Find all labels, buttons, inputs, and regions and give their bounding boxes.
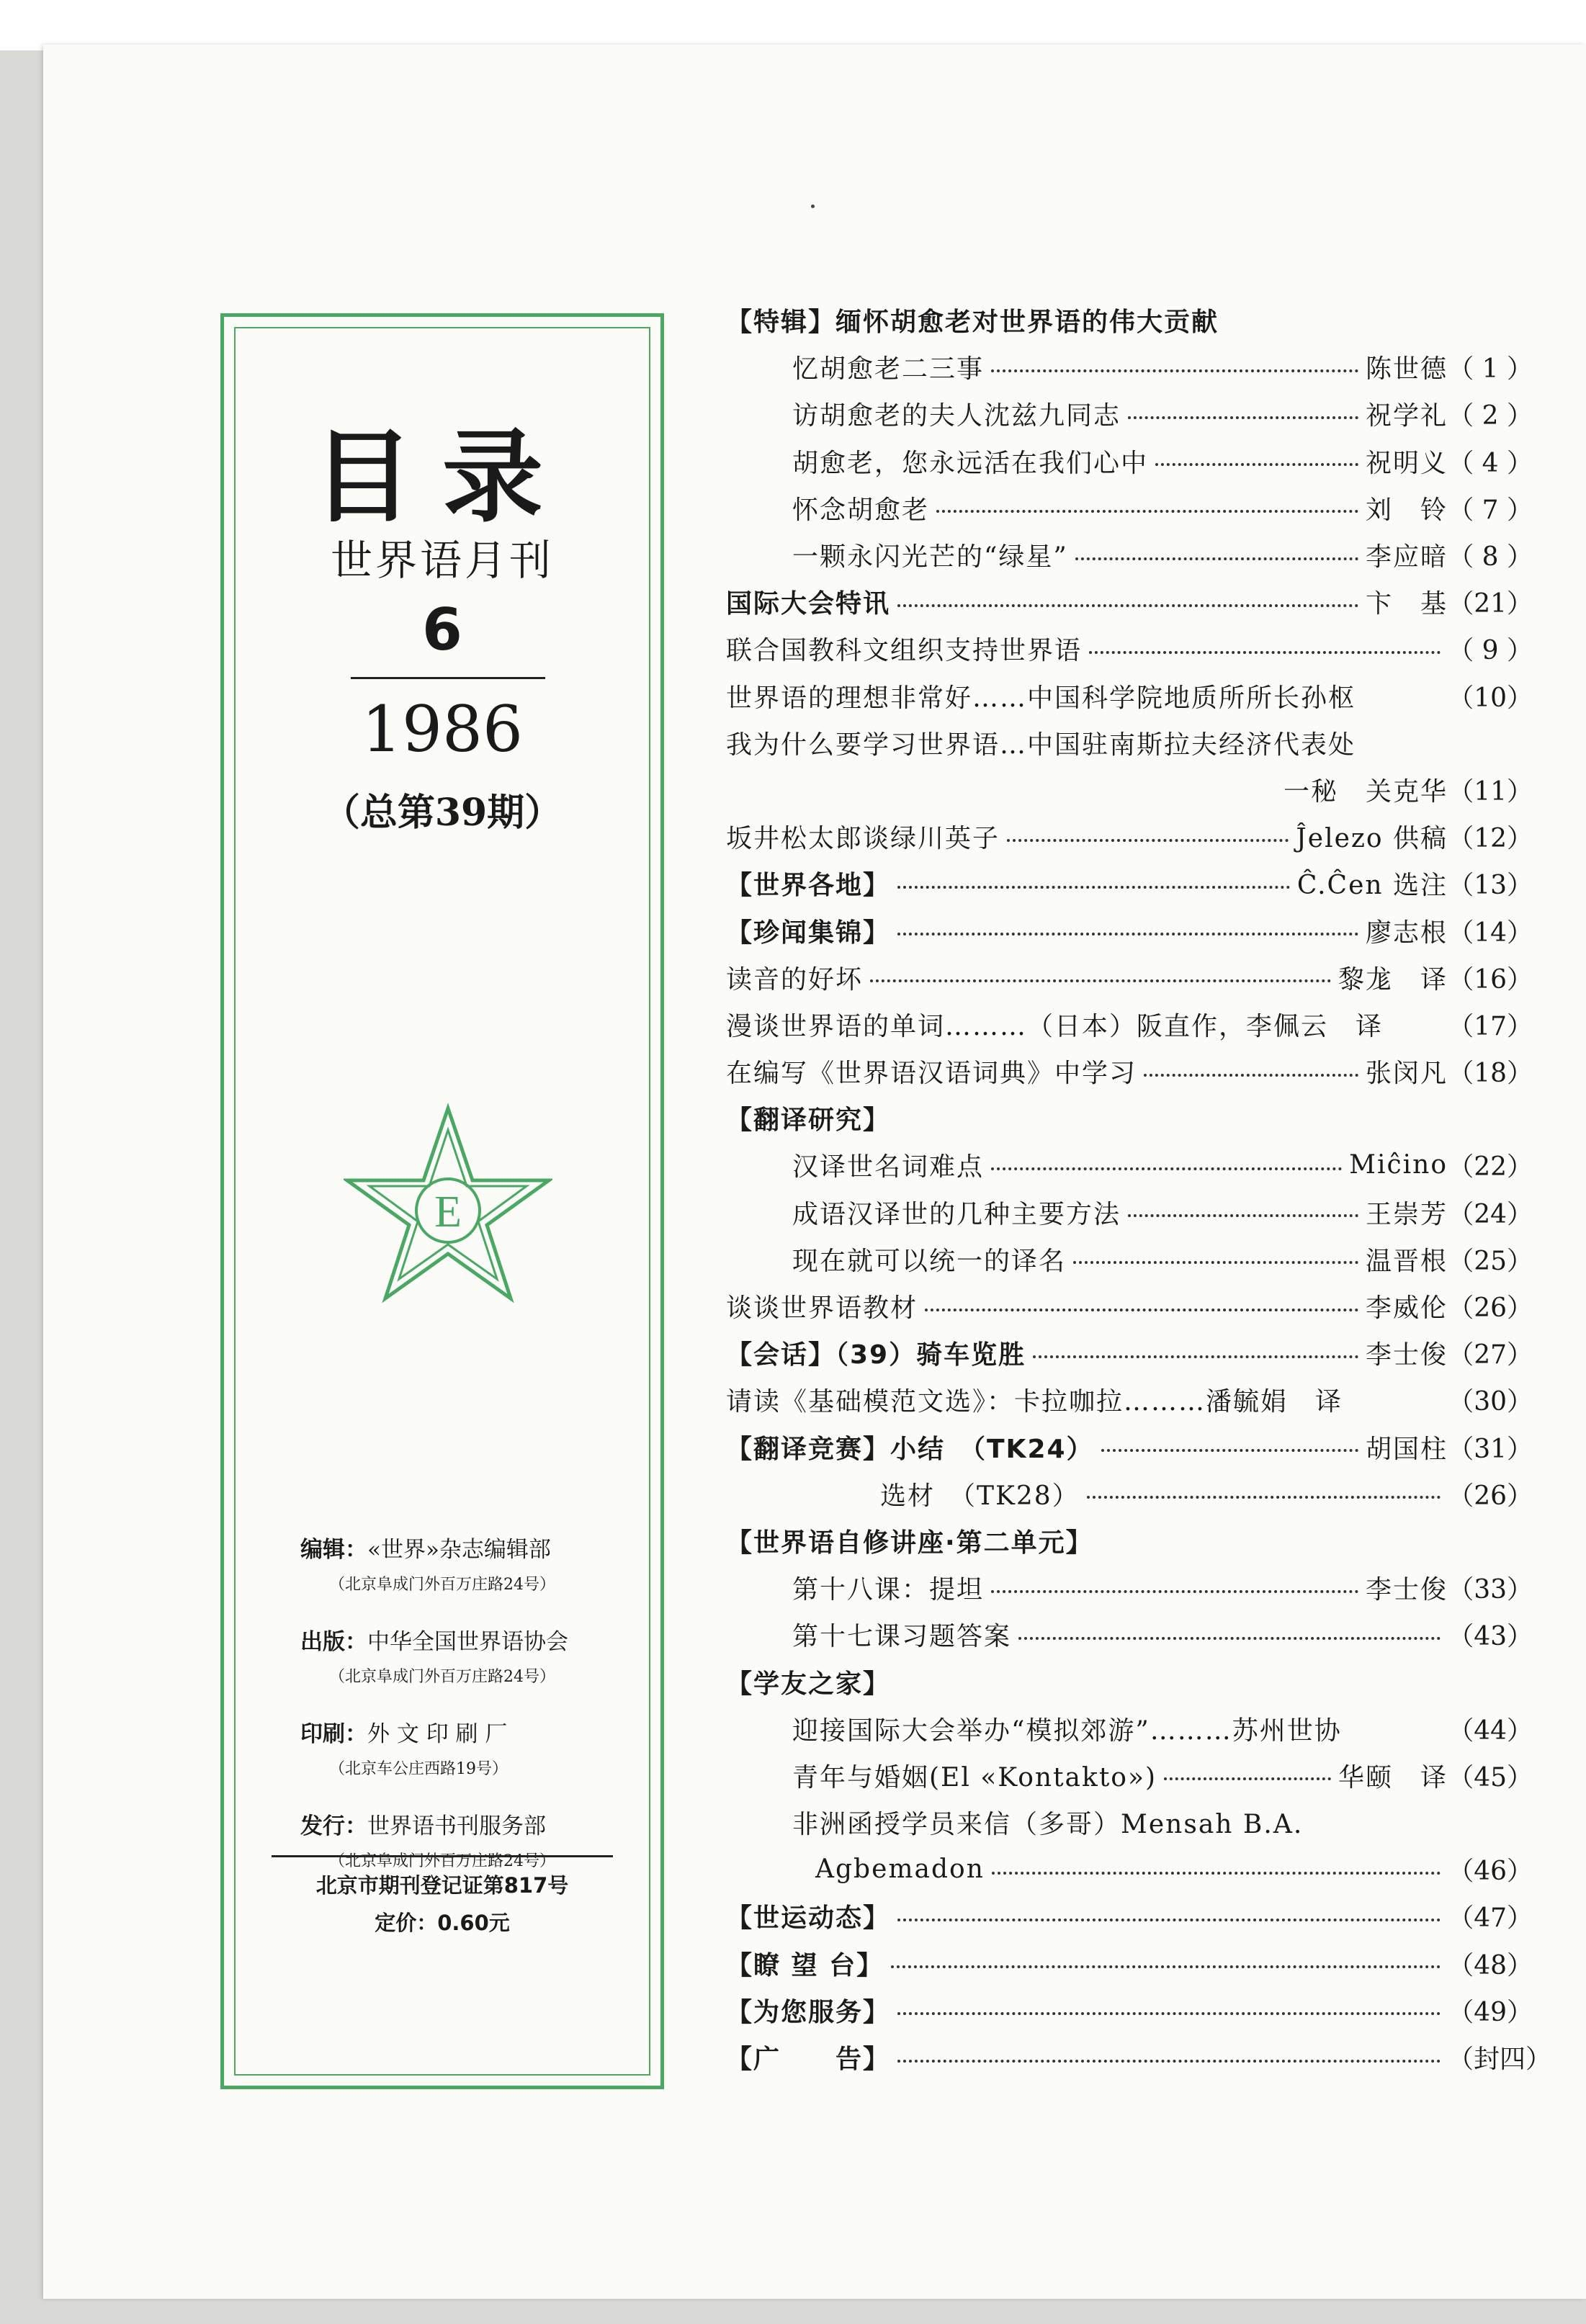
table-of-contents bbox=[726, 297, 1552, 2081]
toc-author: 廖志根 bbox=[1365, 918, 1448, 948]
contents-heading: 目录 bbox=[312, 419, 572, 537]
toc-author: 李威伦 bbox=[1365, 1293, 1448, 1324]
toc-article-title: Agbemadon bbox=[815, 1854, 985, 1885]
toc-page-number: （封四） bbox=[1448, 2045, 1552, 2075]
toc-entry bbox=[726, 297, 1533, 344]
toc-entry bbox=[726, 390, 1533, 437]
toc-page-number: （22） bbox=[1448, 1152, 1533, 1183]
dot-leader bbox=[897, 2060, 1441, 2063]
toc-page-number: （21） bbox=[1448, 589, 1533, 619]
price: 定价：0.60元 bbox=[375, 1911, 510, 1935]
toc-entry bbox=[726, 1471, 1533, 1517]
toc-page-number: （ 8 ） bbox=[1448, 542, 1533, 573]
dot-leader bbox=[991, 1167, 1342, 1170]
toc-author: 祝学礼 bbox=[1365, 401, 1448, 431]
toc-section-title: 【世界语自修讲座·第二单元】 bbox=[726, 1527, 1093, 1558]
toc-section-title: 【世界各地】 bbox=[726, 871, 891, 901]
colophon-address: （北京阜成门外百万庄路24号） bbox=[329, 1852, 555, 1870]
toc-entry bbox=[726, 860, 1533, 907]
toc-entry bbox=[726, 1424, 1533, 1471]
dot-leader bbox=[1164, 1777, 1331, 1780]
toc-entry bbox=[726, 2034, 1552, 2081]
dot-leader bbox=[1075, 557, 1358, 560]
colophon-address: （北京阜成门外百万庄路24号） bbox=[329, 1668, 555, 1686]
toc-page-number: （47） bbox=[1448, 1903, 1533, 1934]
toc-author: 李士俊 bbox=[1365, 1340, 1448, 1370]
dot-leader bbox=[1007, 839, 1289, 842]
dot-leader bbox=[897, 2012, 1441, 2015]
colophon-value: 中华全国世界语协会 bbox=[367, 1629, 568, 1655]
toc-page-number: （13） bbox=[1448, 871, 1533, 901]
toc-article-title: 漫谈世界语的单词………（日本）阪直作，李佩云 译 bbox=[726, 1011, 1384, 1041]
toc-author: 刘 铃 bbox=[1365, 495, 1448, 525]
toc-page-number: （30） bbox=[1448, 1387, 1533, 1417]
toc-section-title: 【翻译竞赛】小结 （TK24） bbox=[726, 1434, 1094, 1464]
toc-entry bbox=[726, 1141, 1533, 1188]
toc-page-number: （45） bbox=[1448, 1762, 1533, 1793]
toc-entry bbox=[726, 1001, 1533, 1048]
dot-leader bbox=[1033, 1355, 1358, 1358]
toc-author: 华颐 译 bbox=[1338, 1762, 1448, 1793]
toc-article-title: 现在就可以统一的译名 bbox=[792, 1246, 1067, 1276]
dot-leader bbox=[1155, 463, 1358, 466]
dot-leader bbox=[1018, 1637, 1441, 1640]
colophon-value: 世界语书刊服务部 bbox=[367, 1813, 546, 1839]
issue-year: 1986 bbox=[362, 692, 523, 766]
toc-article-title: 读音的好坏 bbox=[726, 964, 864, 995]
toc-article-title: 坂井松太郎谈绿川英子 bbox=[726, 824, 1000, 854]
toc-entry bbox=[726, 1236, 1533, 1283]
toc-entry bbox=[726, 1517, 1533, 1564]
toc-article-title: 一颗永闪光芒的“绿星” bbox=[792, 542, 1068, 573]
toc-entry bbox=[726, 1799, 1533, 1846]
registration-number: 北京市期刊登记证第817号 bbox=[315, 1873, 569, 1898]
scan-top-margin bbox=[0, 0, 1586, 50]
toc-author: 张闵凡 bbox=[1365, 1059, 1448, 1089]
toc-entry bbox=[726, 766, 1533, 813]
toc-article-title: 选材 （TK28） bbox=[880, 1481, 1080, 1511]
toc-entry bbox=[726, 625, 1533, 672]
dot-leader bbox=[991, 369, 1358, 372]
toc-article-title: 迎接国际大会举办“模拟郊游”………苏州世协 bbox=[792, 1715, 1342, 1746]
toc-section-title: 【瞭 望 台】 bbox=[726, 1950, 884, 1980]
toc-entry bbox=[726, 438, 1533, 485]
toc-article-title: 忆胡愈老二三事 bbox=[792, 354, 985, 385]
toc-author: 陈世德 bbox=[1365, 354, 1448, 385]
colophon-distributor bbox=[300, 1808, 627, 1840]
toc-entry bbox=[726, 1329, 1533, 1376]
toc-entry bbox=[726, 578, 1533, 625]
toc-author: 一秘 关克华 bbox=[1283, 776, 1448, 807]
toc-author: 胡国柱 bbox=[1365, 1434, 1448, 1464]
toc-page-number: （43） bbox=[1448, 1622, 1533, 1652]
colophon-value: «世界»杂志编辑部 bbox=[367, 1537, 551, 1563]
toc-article-title: 胡愈老，您永远活在我们心中 bbox=[792, 448, 1149, 478]
toc-page-number: （ 2 ） bbox=[1448, 401, 1533, 431]
toc-page-number: （31） bbox=[1448, 1434, 1533, 1464]
toc-article-title: 怀念胡愈老 bbox=[792, 495, 930, 525]
divider bbox=[351, 677, 545, 679]
toc-page-number: （ 4 ） bbox=[1448, 448, 1533, 478]
toc-page-number: （12） bbox=[1448, 824, 1533, 854]
toc-entry bbox=[726, 1564, 1533, 1611]
toc-section-title: 【为您服务】 bbox=[726, 1997, 891, 2027]
toc-page-number: （26） bbox=[1448, 1293, 1533, 1324]
toc-entry bbox=[726, 1893, 1533, 1939]
dot-leader bbox=[1144, 1074, 1358, 1077]
toc-entry bbox=[726, 1048, 1533, 1095]
toc-author: 温晋根 bbox=[1365, 1246, 1448, 1276]
toc-author: Ĵelezo 供稿 bbox=[1296, 824, 1448, 854]
toc-entry bbox=[726, 673, 1533, 719]
toc-article-title: 非洲函授学员来信（多哥）Mensah B.A. bbox=[792, 1810, 1304, 1840]
toc-entry bbox=[726, 1705, 1533, 1752]
toc-page-number: （49） bbox=[1448, 1997, 1533, 2027]
dot-leader bbox=[891, 1965, 1441, 1968]
toc-article-title: 汉译世名词难点 bbox=[792, 1152, 985, 1183]
toc-entry bbox=[726, 485, 1533, 531]
dot-leader bbox=[1087, 1496, 1441, 1499]
toc-section-title: 【广 告】 bbox=[726, 2045, 891, 2075]
star-letter: E bbox=[434, 1188, 462, 1237]
dot-leader bbox=[1128, 416, 1358, 419]
colophon-printer bbox=[300, 1715, 627, 1748]
toc-article-title: 第十八课：提坦 bbox=[792, 1575, 985, 1605]
toc-page-number: （10） bbox=[1448, 683, 1533, 713]
toc-page-number: （16） bbox=[1448, 964, 1533, 995]
toc-article-title: 联合国教科文组织支持世界语 bbox=[726, 636, 1083, 666]
dot-leader bbox=[992, 1872, 1441, 1875]
toc-entry bbox=[726, 954, 1533, 1001]
colophon-label: 出版： bbox=[300, 1629, 367, 1655]
issue-number: 6 bbox=[422, 596, 462, 663]
toc-entry bbox=[726, 1611, 1533, 1658]
toc-article-title: 请读《基础模范文选》：卡拉咖拉………潘毓娟 译 bbox=[726, 1387, 1343, 1417]
colophon-address: （北京阜成门外百万庄路24号） bbox=[329, 1576, 555, 1594]
dot-leader bbox=[1101, 1449, 1358, 1452]
toc-entry bbox=[726, 719, 1533, 766]
dot-leader bbox=[897, 1919, 1441, 1921]
toc-page-number: （33） bbox=[1448, 1575, 1533, 1605]
green-star-emblem-icon bbox=[344, 1103, 552, 1304]
colophon bbox=[300, 1531, 627, 1900]
toc-page-number: （ 1 ） bbox=[1448, 354, 1533, 385]
toc-entry bbox=[726, 1095, 1533, 1141]
colophon-label: 编辑： bbox=[300, 1537, 367, 1563]
toc-page-number: （18） bbox=[1448, 1059, 1533, 1089]
speck bbox=[811, 205, 815, 208]
total-issue: （总第39期） bbox=[322, 791, 563, 835]
colophon-label: 印刷： bbox=[300, 1721, 367, 1747]
colophon-address: （北京车公庄西路19号） bbox=[329, 1760, 508, 1778]
toc-entry bbox=[726, 344, 1533, 390]
toc-entry bbox=[726, 1846, 1533, 1893]
toc-page-number: （11） bbox=[1448, 776, 1533, 807]
toc-entry bbox=[726, 1940, 1533, 1987]
dot-leader bbox=[870, 979, 1331, 982]
colophon-editor bbox=[300, 1531, 627, 1563]
toc-section-title: 国际大会特讯 bbox=[726, 589, 891, 619]
dot-leader bbox=[897, 604, 1358, 607]
toc-section-title: 【珍闻集锦】 bbox=[726, 918, 891, 948]
toc-entry bbox=[726, 1376, 1533, 1423]
toc-author: 黎尨 译 bbox=[1338, 964, 1448, 995]
colophon-publisher bbox=[300, 1623, 627, 1656]
toc-article-title: 访胡愈老的夫人沈兹九同志 bbox=[792, 401, 1121, 431]
dot-leader bbox=[1128, 1214, 1358, 1217]
dot-leader bbox=[925, 1309, 1358, 1311]
toc-author: 祝明义 bbox=[1365, 448, 1448, 478]
dot-leader bbox=[991, 1590, 1358, 1593]
masthead-inner-border bbox=[234, 327, 650, 2076]
dot-leader bbox=[897, 886, 1290, 889]
toc-author: Ĉ.Ĉen 选注 bbox=[1296, 871, 1448, 901]
toc-entry bbox=[726, 907, 1533, 954]
toc-article-title: 世界语的理想非常好……中国科学院地质所所长孙枢 bbox=[726, 683, 1356, 713]
dot-leader bbox=[936, 510, 1358, 513]
toc-page-number: （44） bbox=[1448, 1715, 1533, 1746]
toc-page-number: （27） bbox=[1448, 1340, 1533, 1370]
toc-page-number: （17） bbox=[1448, 1011, 1533, 1041]
toc-page-number: （26） bbox=[1448, 1481, 1533, 1511]
toc-section-title: 【翻译研究】 bbox=[726, 1105, 891, 1136]
toc-author: 卞 基 bbox=[1365, 589, 1448, 619]
toc-author: Miĉino bbox=[1349, 1150, 1448, 1180]
colophon-value: 外 文 印 刷 厂 bbox=[367, 1721, 508, 1747]
toc-section-title: 【世运动态】 bbox=[726, 1903, 891, 1934]
toc-page-number: （24） bbox=[1448, 1199, 1533, 1229]
toc-author: 李应暗 bbox=[1365, 542, 1448, 573]
toc-entry bbox=[726, 813, 1533, 860]
toc-page-number: （14） bbox=[1448, 918, 1533, 948]
toc-article-title: 成语汉译世的几种主要方法 bbox=[792, 1199, 1121, 1229]
toc-page-number: （ 7 ） bbox=[1448, 495, 1533, 525]
magazine-name: 世界语月刊 bbox=[330, 536, 554, 585]
toc-article-title: 我为什么要学习世界语…中国驻南斯拉夫经济代表处 bbox=[726, 730, 1356, 760]
toc-section-title: 【学友之家】 bbox=[726, 1669, 891, 1699]
toc-article-title: 在编写《世界语汉语词典》中学习 bbox=[726, 1059, 1137, 1089]
toc-page-number: （48） bbox=[1448, 1950, 1533, 1980]
toc-page-number: （25） bbox=[1448, 1246, 1533, 1276]
toc-article-title: 第十七课习题答案 bbox=[792, 1622, 1012, 1652]
toc-entry bbox=[726, 531, 1533, 578]
dot-leader bbox=[897, 933, 1358, 936]
toc-section-title: 【特辑】缅怀胡愈老对世界语的伟大贡献 bbox=[726, 308, 1219, 338]
masthead-panel bbox=[220, 313, 664, 2089]
toc-entry bbox=[726, 1658, 1533, 1705]
toc-author: 王崇芳 bbox=[1365, 1199, 1448, 1229]
toc-section-title: 【会话】（39）骑车览胜 bbox=[726, 1340, 1026, 1370]
toc-page-number: （ 9 ） bbox=[1448, 636, 1533, 666]
dot-leader bbox=[1089, 651, 1441, 654]
toc-page-number: （46） bbox=[1448, 1857, 1533, 1887]
toc-author: 李士俊 bbox=[1365, 1575, 1448, 1605]
toc-entry bbox=[726, 1752, 1533, 1799]
toc-entry bbox=[726, 1189, 1533, 1236]
toc-article-title: 谈谈世界语教材 bbox=[726, 1293, 918, 1324]
toc-entry bbox=[726, 1987, 1533, 2034]
colophon-label: 发行： bbox=[300, 1813, 367, 1839]
dot-leader bbox=[1073, 1261, 1358, 1264]
toc-entry bbox=[726, 1283, 1533, 1329]
toc-article-title: 青年与婚姻(El «Kontakto») bbox=[792, 1762, 1157, 1793]
divider bbox=[272, 1855, 613, 1857]
